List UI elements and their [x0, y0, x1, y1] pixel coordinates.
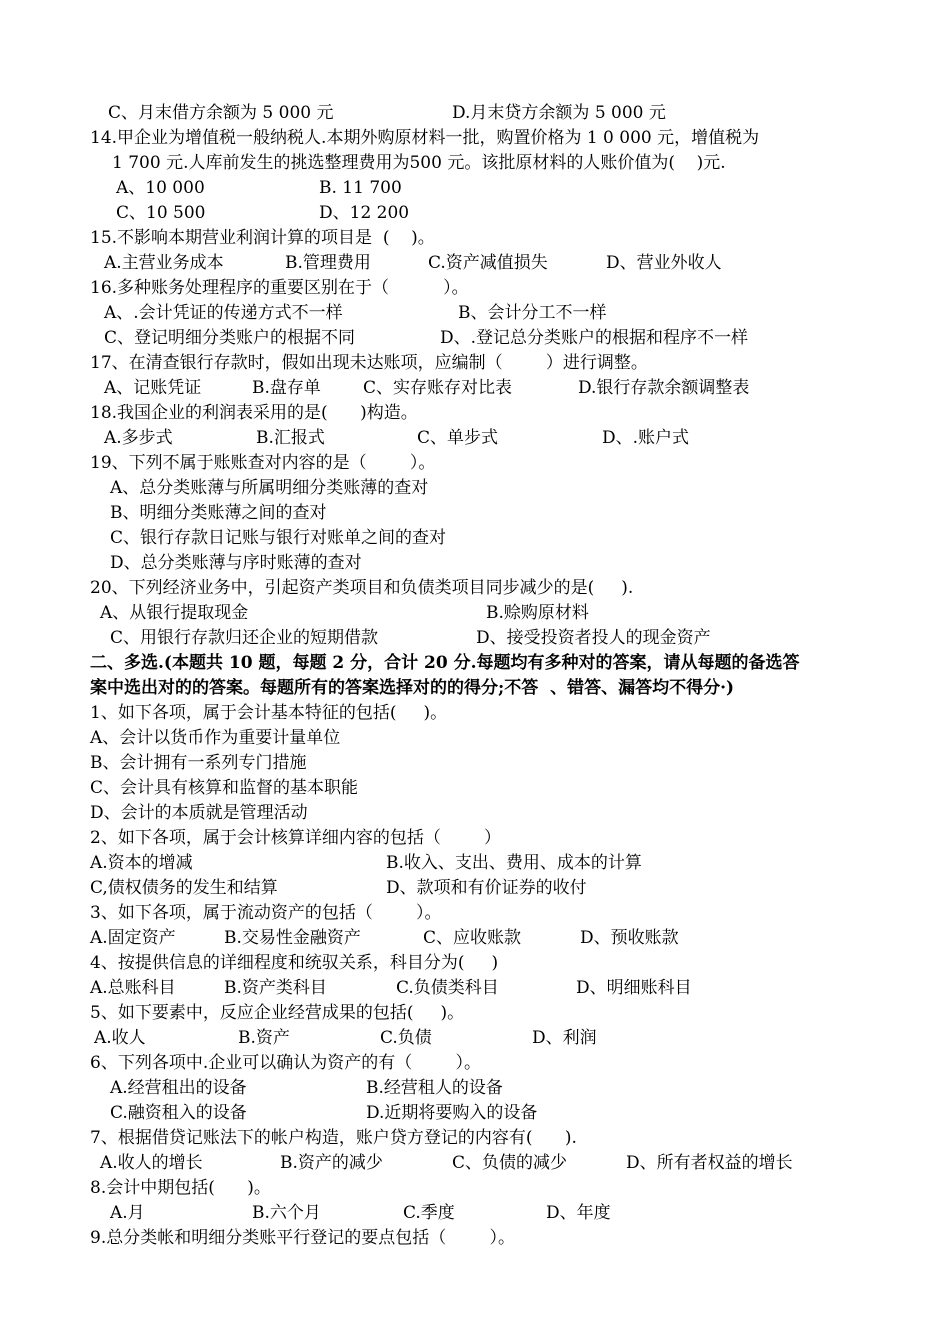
- option-text: D.月末贷方余额为 5 000 元: [452, 103, 666, 123]
- option-text: D、所有者权益的增长: [626, 1153, 793, 1173]
- line-text: 4、按提供信息的详细程度和统驭关系，科目分为( ): [90, 953, 499, 973]
- option-text: B.资产: [238, 1028, 290, 1048]
- line-text: D、总分类账薄与序时账薄的查对: [110, 553, 362, 573]
- line-text: 1、如下各项，属于会计基本特征的包括( )。: [90, 703, 448, 723]
- line-text: A.收人的增长: [100, 1153, 203, 1173]
- line-text: B、明细分类账薄之间的查对: [110, 503, 327, 523]
- line-text: A.经营租出的设备: [110, 1078, 247, 1098]
- option-text: D、.登记总分类账户的根据和程序不一样: [440, 328, 749, 348]
- line-text: 19、下列不属于账账查对内容的是（ ）。: [90, 453, 436, 473]
- line-text: A.固定资产: [90, 928, 176, 948]
- option-text: B. 11 700: [319, 178, 402, 198]
- option-text: B.资产类科目: [224, 978, 327, 998]
- option-text: D、明细账科目: [576, 978, 692, 998]
- option-text: B.收入、支出、费用、成本的计算: [386, 853, 642, 873]
- option-text: B.盘存单: [252, 378, 321, 398]
- line-text: A、从银行提取现金: [100, 603, 249, 623]
- line-text: 二、多选.(本题共 10 题，每题 2 分，合计 20 分.每题均有多种对的答案，请从每题的备选答: [90, 653, 800, 673]
- option-text: D.银行存款余额调整表: [578, 378, 750, 398]
- line-text: A、总分类账薄与所属明细分类账薄的查对: [110, 478, 429, 498]
- option-text: B.六个月: [252, 1203, 321, 1223]
- line-text: D、会计的本质就是管理活动: [90, 803, 308, 823]
- option-text: C、单步式: [417, 428, 499, 448]
- option-text: B.汇报式: [256, 428, 325, 448]
- line-text: 案中选出对的的答案。每题所有的答案选择对的的得分;不答 、错答、漏答均不得分·): [90, 678, 735, 698]
- line-text: 15.不影响本期营业利润计算的项目是 ( )。: [90, 228, 435, 248]
- option-text: C、负债的减少: [452, 1153, 568, 1173]
- line-text: A、.会计凭证的传递方式不一样: [104, 303, 343, 323]
- line-text: 7、根据借贷记账法下的帐户构造，账户贷方登记的内容有( ).: [90, 1128, 577, 1148]
- line-text: 5、如下要素中，反应企业经营成果的包括( )。: [90, 1003, 465, 1023]
- option-text: D、接受投资者投人的现金资产: [476, 628, 711, 648]
- line-text: B、会计拥有一系列专门措施: [90, 753, 307, 773]
- line-text: C,债权债务的发生和结算: [90, 878, 278, 898]
- line-text: 2、如下各项，属于会计核算详细内容的包括（ ）: [90, 828, 502, 848]
- line-text: 9.总分类帐和明细分类账平行登记的要点包括（ ）。: [90, 1228, 515, 1248]
- line-text: A.资本的增减: [90, 853, 193, 873]
- line-text: C、10 500: [116, 203, 206, 223]
- option-text: D、利润: [532, 1028, 597, 1048]
- line-text: A、记账凭证: [104, 378, 202, 398]
- line-text: A.总账科目: [90, 978, 176, 998]
- line-text: 20、下列经济业务中，引起资产类项目和负债类项目同步减少的是( ).: [90, 578, 634, 598]
- option-text: B.经营租人的设备: [366, 1078, 503, 1098]
- option-text: C、实存账存对比表: [363, 378, 513, 398]
- option-text: D、.账户式: [602, 428, 690, 448]
- line-text: C、登记明细分类账户的根据不同: [104, 328, 356, 348]
- line-text: C、会计具有核算和监督的基本职能: [90, 778, 359, 798]
- line-text: 18.我国企业的利润表采用的是( )构造。: [90, 403, 418, 423]
- line-text: A.主营业务成本: [104, 253, 224, 273]
- line-text: 1 700 元.人库前发生的挑选整理费用为500 元。该批原材料的人账价值为( )元.: [112, 153, 726, 173]
- line-text: A.多步式: [104, 428, 173, 448]
- option-text: B.赊购原材料: [486, 603, 589, 623]
- line-text: A.收人: [94, 1028, 146, 1048]
- line-text: 8.会计中期包括( )。: [90, 1178, 271, 1198]
- option-text: B.资产的减少: [280, 1153, 383, 1173]
- line-text: 16.多种账务处理程序的重要区别在于（ ）。: [90, 278, 469, 298]
- line-text: 6、下列各项中.企业可以确认为资产的有（ ）。: [90, 1053, 481, 1073]
- option-text: B.交易性金融资产: [224, 928, 361, 948]
- line-text: C.融资租入的设备: [110, 1103, 247, 1123]
- option-text: D、12 200: [319, 203, 410, 223]
- line-text: C、用银行存款归还企业的短期借款: [110, 628, 379, 648]
- option-text: C.资产减值损失: [428, 253, 548, 273]
- option-text: D、年度: [546, 1203, 611, 1223]
- option-text: C.负债类科目: [396, 978, 499, 998]
- line-text: C、月末借方余额为 5 000 元: [108, 103, 334, 123]
- option-text: D.近期将要购入的设备: [366, 1103, 538, 1123]
- line-text: 3、如下各项，属于流动资产的包括（ ）。: [90, 903, 442, 923]
- option-text: B、会计分工不一样: [458, 303, 607, 323]
- line-text: 14.甲企业为增值税一般纳税人.本期外购原材料一批，购置价格为 1 0 000 元，增值税为: [90, 128, 760, 148]
- option-text: C.季度: [403, 1203, 455, 1223]
- option-text: C、应收账款: [423, 928, 522, 948]
- line-text: A、10 000: [116, 178, 205, 198]
- option-text: C.负债: [380, 1028, 432, 1048]
- line-text: A、会计以货币作为重要计量单位: [90, 728, 341, 748]
- line-text: C、银行存款日记账与银行对账单之间的查对: [110, 528, 447, 548]
- option-text: D、款项和有价证券的收付: [386, 878, 587, 898]
- option-text: D、营业外收人: [606, 253, 722, 273]
- line-text: A.月: [110, 1203, 145, 1223]
- line-text: 17、在清查银行存款时，假如出现未达账项，应编制（ ）进行调整。: [90, 353, 648, 373]
- option-text: B.管理费用: [285, 253, 371, 273]
- option-text: D、预收账款: [580, 928, 679, 948]
